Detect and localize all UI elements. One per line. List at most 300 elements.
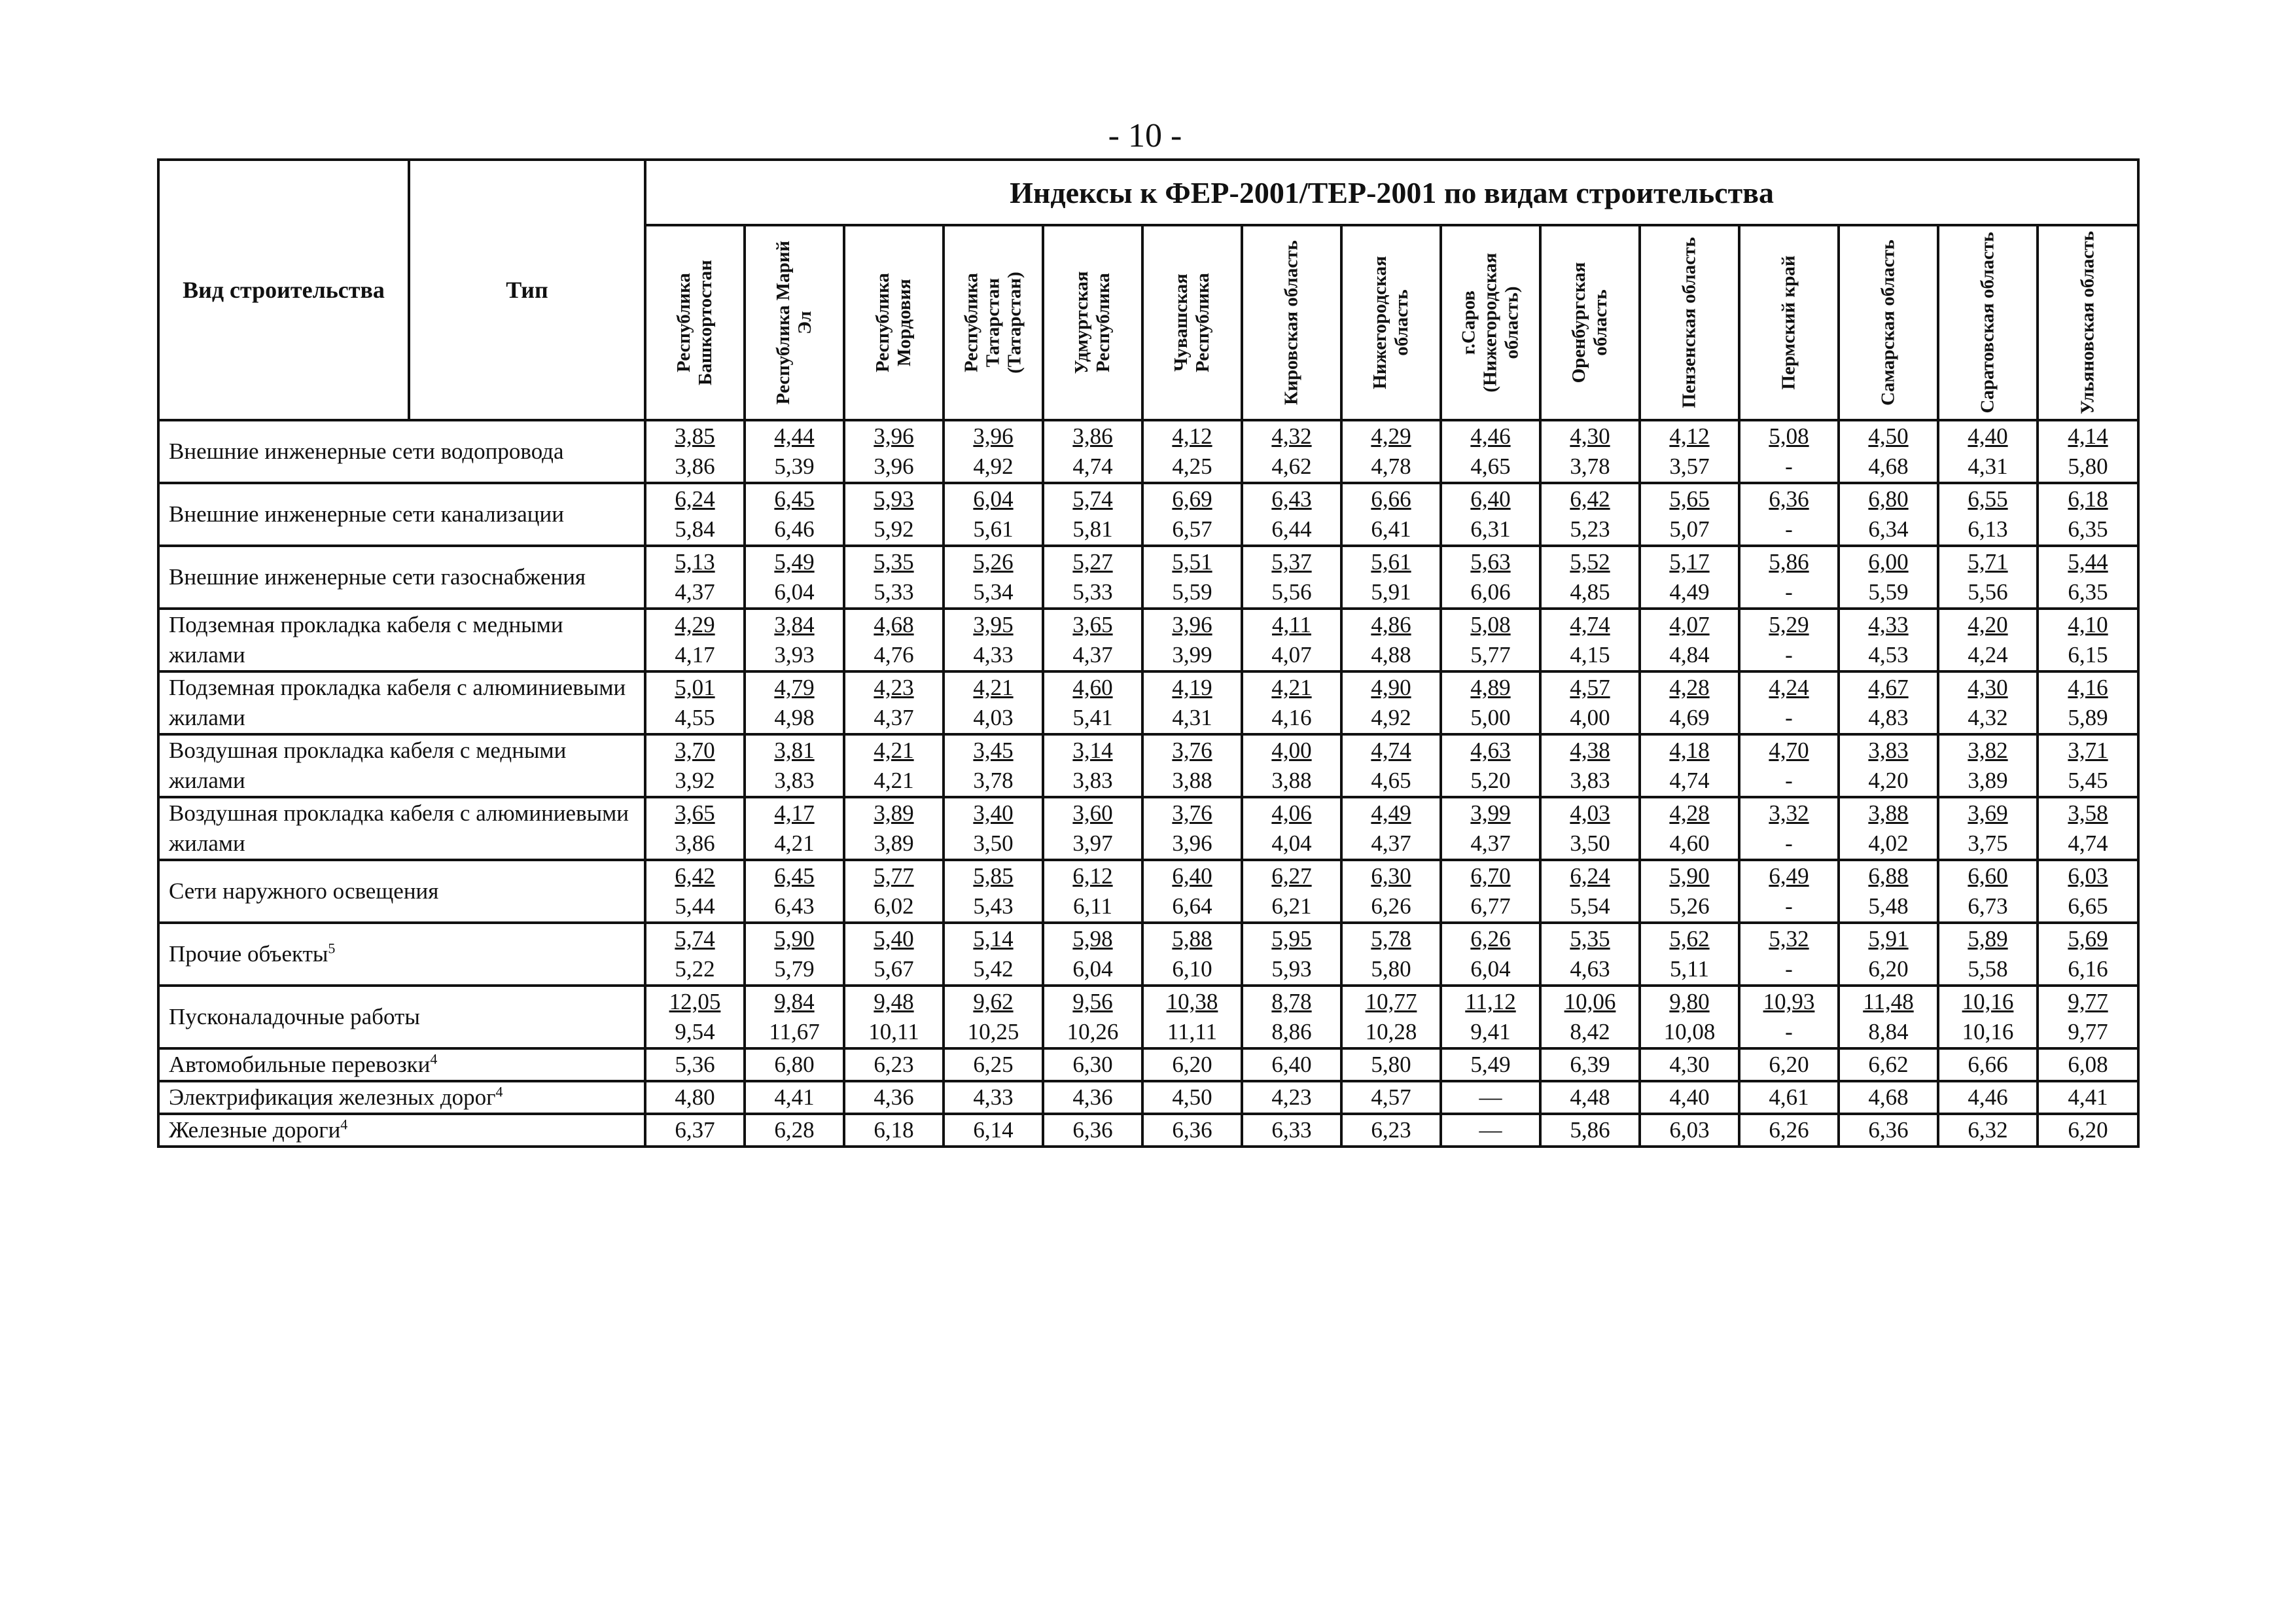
index-value-bottom: 5,77: [1470, 642, 1511, 668]
index-value-top: 6,24: [1570, 863, 1610, 889]
index-value-top: 6,40: [1470, 486, 1511, 512]
index-value-cell: [2038, 420, 2138, 483]
region-header: [1540, 225, 1640, 420]
index-value-cell: [1640, 420, 1739, 483]
index-value-cell: [645, 546, 745, 609]
index-value-cell: [1142, 734, 1242, 797]
index-value-cell: [1938, 609, 2038, 671]
index-value-cell: [1938, 734, 2038, 797]
index-value-bottom: 5,48: [1868, 893, 1909, 919]
index-value-top: 3,96: [1172, 612, 1212, 637]
index-value-bottom: 6,35: [2068, 516, 2108, 542]
table-row: [158, 420, 2138, 483]
construction-kind-cell: [158, 860, 645, 923]
index-value-top: 5,29: [1769, 612, 1809, 637]
index-value-cell: [1341, 860, 1441, 923]
index-value-cell: [1341, 1081, 1441, 1114]
region-label: Оренбургская область: [1568, 262, 1611, 383]
index-value-top: 4,03: [1570, 800, 1610, 826]
table-row: [158, 797, 2138, 860]
index-value: 6,23: [874, 1052, 914, 1077]
index-value-cell: [1938, 860, 2038, 923]
index-value-cell: [1839, 1081, 1938, 1114]
index-value-cell: [944, 1048, 1043, 1081]
index-value-top: 5,35: [1570, 926, 1610, 952]
index-value-cell: [1242, 986, 1341, 1048]
index-value-cell: [1938, 1081, 2038, 1114]
construction-kind-label: Воздушная прокладка кабеля с медными жилами: [169, 738, 567, 793]
index-value: 6,14: [973, 1117, 1014, 1143]
table-row: [158, 986, 2138, 1048]
index-value: 6,20: [1769, 1052, 1809, 1077]
index-value-top: 3,60: [1072, 800, 1113, 826]
index-value-top: 5,90: [1669, 863, 1710, 889]
index-value: 6,66: [1968, 1052, 2008, 1077]
region-label: Республика Башкортостан: [673, 260, 716, 385]
index-value: 5,36: [675, 1052, 715, 1077]
construction-kind-cell: [158, 923, 645, 986]
index-value-cell: [1341, 609, 1441, 671]
index-value-cell: [1043, 923, 1142, 986]
index-value-cell: [2038, 1048, 2138, 1081]
index-value-cell: [645, 986, 745, 1048]
index-value-cell: [1441, 546, 1540, 609]
index-value-cell: [2038, 797, 2138, 860]
region-header: [2038, 225, 2138, 420]
footnote-mark: 4: [495, 1083, 503, 1100]
index-value-top: 3,14: [1072, 738, 1113, 763]
index-value-bottom: 5,42: [973, 956, 1014, 982]
index-value-top: 6,40: [1172, 863, 1212, 889]
index-value-bottom: 4,53: [1868, 642, 1909, 668]
index-value-cell: [844, 860, 944, 923]
index-value-top: 4,29: [675, 612, 715, 637]
region-header: [645, 225, 745, 420]
index-value: 6,37: [675, 1117, 715, 1143]
index-value-bottom: 5,89: [2068, 705, 2108, 730]
index-value-top: 6,45: [774, 486, 815, 512]
index-value-top: 5,35: [874, 549, 914, 575]
index-value-cell: [944, 1081, 1043, 1114]
index-value-top: 4,12: [1172, 423, 1212, 449]
index-value-top: 9,48: [874, 989, 914, 1014]
index-value-top: 4,07: [1669, 612, 1710, 637]
index-value-cell: [944, 734, 1043, 797]
index-value-top: 3,76: [1172, 738, 1212, 763]
index-value-top: 6,70: [1470, 863, 1511, 889]
index-value-cell: [1839, 546, 1938, 609]
index-value-top: 11,48: [1863, 989, 1914, 1014]
construction-kind-cell: [158, 797, 645, 860]
index-value-cell: [944, 546, 1043, 609]
index-value-bottom: 6,31: [1470, 516, 1511, 542]
index-value-cell: [1839, 1048, 1938, 1081]
index-value-top: 4,19: [1172, 675, 1212, 700]
index-value-cell: [1142, 1081, 1242, 1114]
index-value-cell: [1441, 797, 1540, 860]
index-value-bottom: 4,68: [1868, 454, 1909, 479]
index-value-cell: [1739, 986, 1839, 1048]
index-value-cell: [844, 1081, 944, 1114]
index-value: 6,36: [1172, 1117, 1212, 1143]
index-value: 5,80: [1371, 1052, 1411, 1077]
index-value: 6,08: [2068, 1052, 2108, 1077]
index-value-cell: [944, 860, 1043, 923]
index-value-cell: [1640, 986, 1739, 1048]
index-value-bottom: 4,25: [1172, 454, 1212, 479]
index-value-top: 6,43: [1271, 486, 1312, 512]
index-value-bottom: 4,92: [973, 454, 1014, 479]
index-value-bottom: -: [1785, 516, 1793, 542]
index-value-cell: [1142, 483, 1242, 546]
index-value-cell: [1839, 860, 1938, 923]
index-value-top: 4,14: [2068, 423, 2108, 449]
index-value-cell: [1142, 923, 1242, 986]
index-value-cell: [745, 1048, 844, 1081]
index-value-top: 4,17: [774, 800, 815, 826]
index-value-cell: [1441, 609, 1540, 671]
index-value-bottom: 5,22: [675, 956, 715, 982]
index-value-bottom: -: [1785, 705, 1793, 730]
index-value-top: 5,91: [1868, 926, 1909, 952]
index-value-bottom: 3,78: [1570, 454, 1610, 479]
index-value-bottom: 5,39: [774, 454, 815, 479]
index-value-cell: [1242, 1114, 1341, 1147]
index-value-top: 4,29: [1371, 423, 1411, 449]
index-value-top: 4,23: [874, 675, 914, 700]
index-value-cell: [2038, 923, 2138, 986]
index-value-top: 10,93: [1763, 989, 1815, 1014]
construction-kind-cell: [158, 986, 645, 1048]
index-value-cell: [1441, 923, 1540, 986]
index-value-top: 6,42: [675, 863, 715, 889]
index-value: 6,03: [1669, 1117, 1710, 1143]
index-value-cell: [1441, 1081, 1540, 1114]
index-value-cell: [1043, 1114, 1142, 1147]
index-value-bottom: 8,84: [1868, 1019, 1909, 1044]
index-value-bottom: 6,20: [1868, 956, 1909, 982]
index-value-bottom: -: [1785, 454, 1793, 479]
index-value-bottom: 5,91: [1371, 579, 1411, 605]
index-value-bottom: 3,88: [1172, 768, 1212, 793]
index-value-cell: [1142, 1114, 1242, 1147]
index-value-top: 5,08: [1470, 612, 1511, 637]
index-value-bottom: 10,28: [1365, 1019, 1417, 1044]
index-value-bottom: 4,16: [1271, 705, 1312, 730]
index-value-bottom: 4,21: [774, 830, 815, 856]
region-header: [1341, 225, 1441, 420]
index-value-cell: [844, 609, 944, 671]
index-value-bottom: 3,83: [1072, 768, 1113, 793]
index-value-bottom: 6,26: [1371, 893, 1411, 919]
index-value-cell: [1341, 483, 1441, 546]
index-value-cell: [944, 923, 1043, 986]
index-value-top: 3,84: [774, 612, 815, 637]
index-value-cell: [1938, 671, 2038, 734]
index-value-bottom: 3,88: [1271, 768, 1312, 793]
index-value-top: 5,85: [973, 863, 1014, 889]
index-value-bottom: 6,11: [1073, 893, 1112, 919]
index-value-top: 5,71: [1968, 549, 2008, 575]
index-value-cell: [1640, 546, 1739, 609]
table-title: Индексы к ФЕР-2001/ТЕР-2001 по видам строительства: [645, 160, 2138, 225]
index-value: 6,33: [1271, 1117, 1312, 1143]
index-value-bottom: 9,41: [1470, 1019, 1511, 1044]
index-value-cell: [844, 1048, 944, 1081]
index-value-bottom: 6,64: [1172, 893, 1212, 919]
index-value-cell: [1242, 797, 1341, 860]
index-value-cell: [1341, 1048, 1441, 1081]
index-value: 6,25: [973, 1052, 1014, 1077]
index-value-bottom: 5,20: [1470, 768, 1511, 793]
index-value-cell: [1540, 923, 1640, 986]
index-value-top: 5,01: [675, 675, 715, 700]
index-value-top: 8,78: [1271, 989, 1312, 1014]
index-value-bottom: 5,45: [2068, 768, 2108, 793]
index-value-cell: [1043, 420, 1142, 483]
index-value-cell: [1043, 860, 1142, 923]
index-value-cell: [745, 1114, 844, 1147]
index-value-top: 6,18: [2068, 486, 2108, 512]
index-value-cell: [745, 923, 844, 986]
index-value-bottom: 6,04: [774, 579, 815, 605]
index-value-cell: [944, 1114, 1043, 1147]
index-value-top: 5,08: [1769, 423, 1809, 449]
index-value-cell: [1640, 797, 1739, 860]
index-value-top: 4,21: [973, 675, 1014, 700]
index-value-cell: [1938, 546, 2038, 609]
index-value-cell: [1739, 609, 1839, 671]
index-value-top: 6,42: [1570, 486, 1610, 512]
index-value-cell: [1341, 1114, 1441, 1147]
index-value-cell: [1043, 671, 1142, 734]
construction-kind-label: Подземная прокладка кабеля с алюминиевыми жилами: [169, 675, 626, 730]
index-value-top: 4,00: [1271, 738, 1312, 763]
index-value-top: 5,40: [874, 926, 914, 952]
index-value-top: 6,03: [2068, 863, 2108, 889]
index-value-bottom: 3,97: [1072, 830, 1113, 856]
region-label: Самарская область: [1877, 240, 1899, 406]
index-value-top: 9,84: [774, 989, 815, 1014]
table-row: [158, 860, 2138, 923]
index-value: 4,61: [1769, 1084, 1809, 1110]
index-value-cell: [645, 1048, 745, 1081]
construction-kind-label: Электрификация железных дорог: [169, 1084, 496, 1110]
index-value-top: 3,70: [675, 738, 715, 763]
index-value-bottom: 6,04: [1470, 956, 1511, 982]
index-value-top: 5,93: [874, 486, 914, 512]
index-value-cell: [645, 860, 745, 923]
index-value-cell: [1242, 860, 1341, 923]
index-value-bottom: 4,37: [874, 705, 914, 730]
index-value-bottom: 5,07: [1669, 516, 1710, 542]
index-value-bottom: -: [1785, 956, 1793, 982]
index-value: 6,80: [774, 1052, 815, 1077]
construction-kind-label: Внешние инженерные сети газоснабжения: [169, 564, 586, 590]
index-value: 6,26: [1769, 1117, 1809, 1143]
index-value-bottom: -: [1785, 579, 1793, 605]
index-value-top: 5,89: [1968, 926, 2008, 952]
index-value-top: 3,99: [1470, 800, 1511, 826]
index-value-bottom: 5,43: [973, 893, 1014, 919]
index-value-cell: [2038, 546, 2138, 609]
index-value-bottom: 3,92: [675, 768, 715, 793]
construction-kind-label: Сети наружного освещения: [169, 878, 439, 904]
index-value: 6,23: [1371, 1117, 1411, 1143]
index-value-top: 3,85: [675, 423, 715, 449]
index-value-bottom: 4,31: [1968, 454, 2008, 479]
index-value-bottom: 5,92: [874, 516, 914, 542]
index-value-bottom: 4,37: [675, 579, 715, 605]
index-value-cell: [1441, 483, 1540, 546]
index-value-bottom: 5,26: [1669, 893, 1710, 919]
index-value-cell: [1739, 923, 1839, 986]
index-value-cell: [1242, 609, 1341, 671]
index-value-cell: [1341, 986, 1441, 1048]
index-value-bottom: 3,78: [973, 768, 1014, 793]
footnote-mark: 4: [430, 1050, 438, 1067]
index-value-cell: [1242, 483, 1341, 546]
index-value-top: 4,70: [1769, 738, 1809, 763]
index-value: 4,33: [973, 1084, 1014, 1110]
region-label: Республика Татарстан (Татарстан): [961, 272, 1025, 374]
index-value: 4,40: [1669, 1084, 1710, 1110]
index-value: 6,30: [1072, 1052, 1113, 1077]
index-value-cell: [1142, 1048, 1242, 1081]
index-value-cell: [1739, 1048, 1839, 1081]
index-value-bottom: 4,69: [1669, 705, 1710, 730]
table-row: [158, 1048, 2138, 1081]
index-value-cell: [1640, 1114, 1739, 1147]
index-value-cell: [1441, 420, 1540, 483]
index-value-top: 6,27: [1271, 863, 1312, 889]
index-value-bottom: 5,79: [774, 956, 815, 982]
index-value: 4,23: [1271, 1084, 1312, 1110]
index-value-bottom: 6,35: [2068, 579, 2108, 605]
index-value-bottom: 4,02: [1868, 830, 1909, 856]
region-label: Пензенская область: [1678, 237, 1700, 408]
index-value-bottom: 4,92: [1371, 705, 1411, 730]
index-value-bottom: 9,77: [2068, 1019, 2108, 1044]
index-value-cell: [1043, 1081, 1142, 1114]
index-value-top: 5,13: [675, 549, 715, 575]
index-value-bottom: 5,34: [973, 579, 1014, 605]
index-value-bottom: 3,89: [874, 830, 914, 856]
index-value-bottom: 10,25: [967, 1019, 1019, 1044]
index-value-cell: [1938, 797, 2038, 860]
index-value-bottom: 6,77: [1470, 893, 1511, 919]
index-value-bottom: 6,16: [2068, 956, 2108, 982]
index-value: 5,86: [1570, 1117, 1610, 1143]
index-value-cell: [844, 986, 944, 1048]
index-value-top: 6,49: [1769, 863, 1809, 889]
index-value-cell: [1540, 671, 1640, 734]
index-value-cell: [844, 546, 944, 609]
index-value-top: 5,52: [1570, 549, 1610, 575]
index-value-bottom: 6,10: [1172, 956, 1212, 982]
index-value-bottom: 5,93: [1271, 956, 1312, 982]
index-value-bottom: 5,11: [1670, 956, 1709, 982]
index-value-bottom: 5,84: [675, 516, 715, 542]
index-value-cell: [1341, 420, 1441, 483]
construction-kind-label: Прочие объекты: [169, 941, 328, 967]
index-value: 4,46: [1968, 1084, 2008, 1110]
index-value-bottom: 4,32: [1968, 705, 2008, 730]
index-value: 4,48: [1570, 1084, 1610, 1110]
index-value-bottom: 3,83: [1570, 768, 1610, 793]
index-value: 5,49: [1470, 1052, 1511, 1077]
index-value-cell: [1540, 1048, 1640, 1081]
index-value-cell: [2038, 734, 2138, 797]
index-value-top: 4,44: [774, 423, 815, 449]
index-value-top: 5,27: [1072, 549, 1113, 575]
construction-kind-cell: [158, 420, 645, 483]
index-value-bottom: 3,50: [1570, 830, 1610, 856]
index-value-cell: [1142, 546, 1242, 609]
index-value-top: 6,45: [774, 863, 815, 889]
index-value-top: 4,11: [1272, 612, 1311, 637]
index-value-cell: [1938, 420, 2038, 483]
index-value-bottom: 5,61: [973, 516, 1014, 542]
construction-kind-label: Подземная прокладка кабеля с медными жилами: [169, 612, 563, 668]
index-value-cell: [1938, 1048, 2038, 1081]
region-label: Республика Марий Эл: [773, 240, 815, 405]
index-value-cell: [645, 923, 745, 986]
index-value-cell: [1341, 923, 1441, 986]
index-value-cell: [1540, 734, 1640, 797]
index-value: 4,36: [1072, 1084, 1113, 1110]
index-value: 4,41: [774, 1084, 815, 1110]
index-value-bottom: 4,55: [675, 705, 715, 730]
construction-kind-label: Внешние инженерные сети водопровода: [169, 438, 564, 464]
index-value-cell: [2038, 1081, 2138, 1114]
index-value-top: 5,86: [1769, 549, 1809, 575]
region-label: Удмуртская Республика: [1071, 271, 1114, 374]
index-value-cell: [1938, 1114, 2038, 1147]
index-value-cell: [844, 1114, 944, 1147]
index-value-bottom: 6,02: [874, 893, 914, 919]
index-value-top: 5,95: [1271, 926, 1312, 952]
index-value-top: 4,46: [1470, 423, 1511, 449]
index-value-top: 4,28: [1669, 675, 1710, 700]
index-value-bottom: 3,99: [1172, 642, 1212, 668]
index-value-cell: [844, 734, 944, 797]
table-row: [158, 483, 2138, 546]
index-value-top: 3,71: [2068, 738, 2108, 763]
index-value-top: 5,69: [2068, 926, 2108, 952]
region-header: [1839, 225, 1938, 420]
page-number: - 10 -: [1108, 117, 1182, 154]
index-value-cell: [1540, 860, 1640, 923]
index-value-cell: [1839, 1114, 1938, 1147]
index-value-top: 4,06: [1271, 800, 1312, 826]
index-value-cell: [1242, 1048, 1341, 1081]
index-value-cell: [1839, 609, 1938, 671]
index-value-bottom: 3,57: [1669, 454, 1710, 479]
index-value-bottom: 4,37: [1072, 642, 1113, 668]
index-value-cell: [1938, 483, 2038, 546]
index-value-cell: [1142, 671, 1242, 734]
index-value-top: 3,88: [1868, 800, 1909, 826]
index-value-cell: [745, 734, 844, 797]
index-value-cell: [745, 671, 844, 734]
index-value-bottom: 5,67: [874, 956, 914, 982]
region-header: [1142, 225, 1242, 420]
index-value-bottom: 4,74: [2068, 830, 2108, 856]
index-value-bottom: 4,74: [1669, 768, 1710, 793]
index-value-cell: [1341, 734, 1441, 797]
index-value-top: 5,49: [774, 549, 815, 575]
